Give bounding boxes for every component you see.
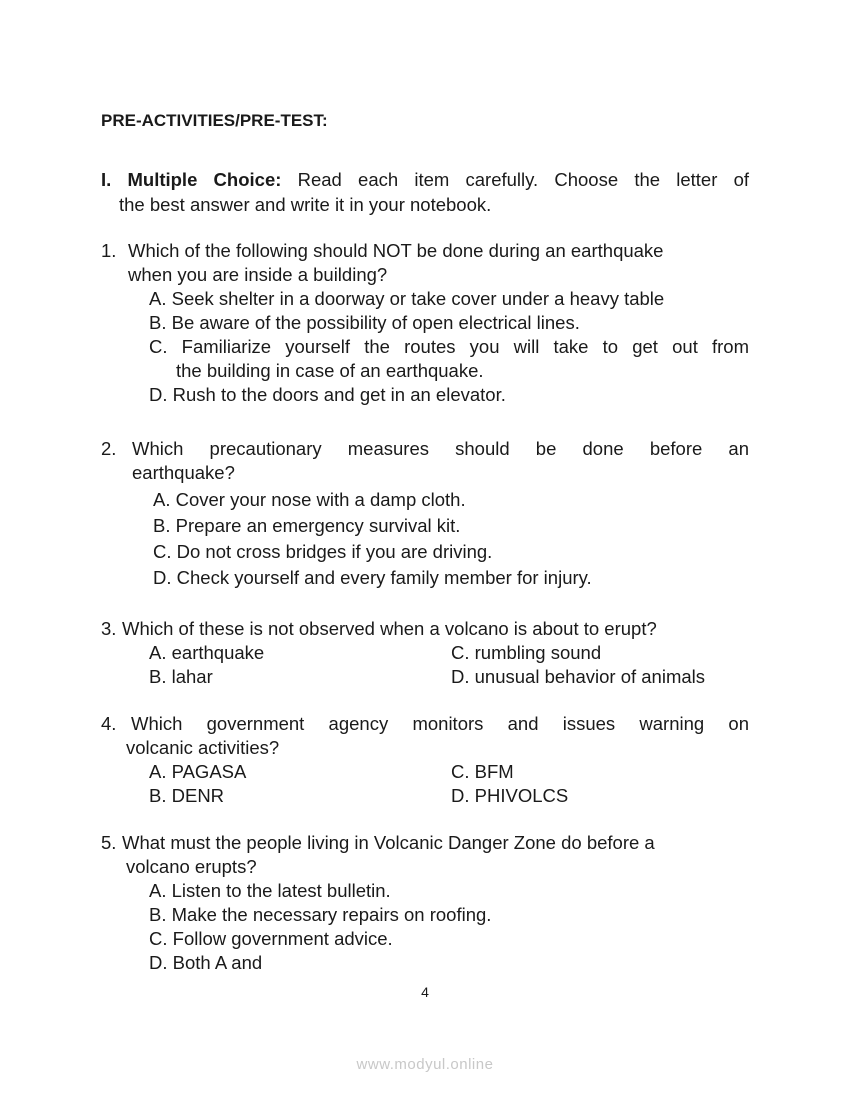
question-stem: What must the people living in Volcanic Danger Zone do before a [122,832,655,853]
option-a: A. Seek shelter in a doorway or take cover under a heavy table [149,288,665,309]
instruction-text: Read each item carefully. Choose the letter of [297,169,750,190]
question-stem: volcano erupts? [126,856,257,877]
watermark: www.modyul.online [356,1056,494,1073]
page-number: 4 [421,984,429,1000]
question-stem: volcanic activities? [126,737,280,758]
question-stem: Which of these is not observed when a volcano is about to erupt? [122,618,657,639]
question-number: 5. [101,832,117,853]
question-stem: earthquake? [132,462,235,483]
question-stem: Which precautionary measures should be done before an [132,438,749,459]
question-stem: when you are inside a building? [128,264,388,285]
section-heading: PRE-ACTIVITIES/PRE-TEST: [101,111,328,130]
option-c: C. Follow government advice. [149,928,393,949]
option-c: C. rumbling sound [451,642,602,663]
option-d: D. Both A and [149,952,263,973]
question-number: 3. [101,618,117,639]
question-number: 4. [101,713,117,734]
instruction-line-2: the best answer and write it in your notebook. [119,194,492,215]
question-stem: Which government agency monitors and issues warning on [131,713,749,734]
option-a: A. earthquake [149,642,265,663]
option-c: C. Familiarize yourself the routes you will take to get out from [149,336,749,357]
question-number: 1. [101,240,117,261]
option-b: B. Be aware of the possibility of open electrical lines. [149,312,580,333]
instruction-label: I. Multiple Choice: [101,169,282,190]
option-d: D. Check yourself and every family member for injury. [153,567,592,588]
option-a: A. PAGASA [149,761,247,782]
option-c-continued: the building in case of an earthquake. [176,360,484,381]
option-d: D. PHIVOLCS [451,785,569,806]
question-stem: Which of the following should NOT be done during an earthquake [128,240,664,261]
option-b: B. DENR [149,785,225,806]
option-d: D. Rush to the doors and get in an elevator. [149,384,506,405]
option-c: C. Do not cross bridges if you are driving. [153,541,493,562]
question-number: 2. [101,438,117,459]
option-d: D. unusual behavior of animals [451,666,706,687]
option-a: A. Listen to the latest bulletin. [149,880,391,901]
option-b: B. lahar [149,666,213,687]
option-a: A. Cover your nose with a damp cloth. [153,489,466,510]
option-b: B. Prepare an emergency survival kit. [153,515,461,536]
instruction-line-1 [101,168,749,192]
option-b: B. Make the necessary repairs on roofing. [149,904,492,925]
option-c: C. BFM [451,761,514,782]
